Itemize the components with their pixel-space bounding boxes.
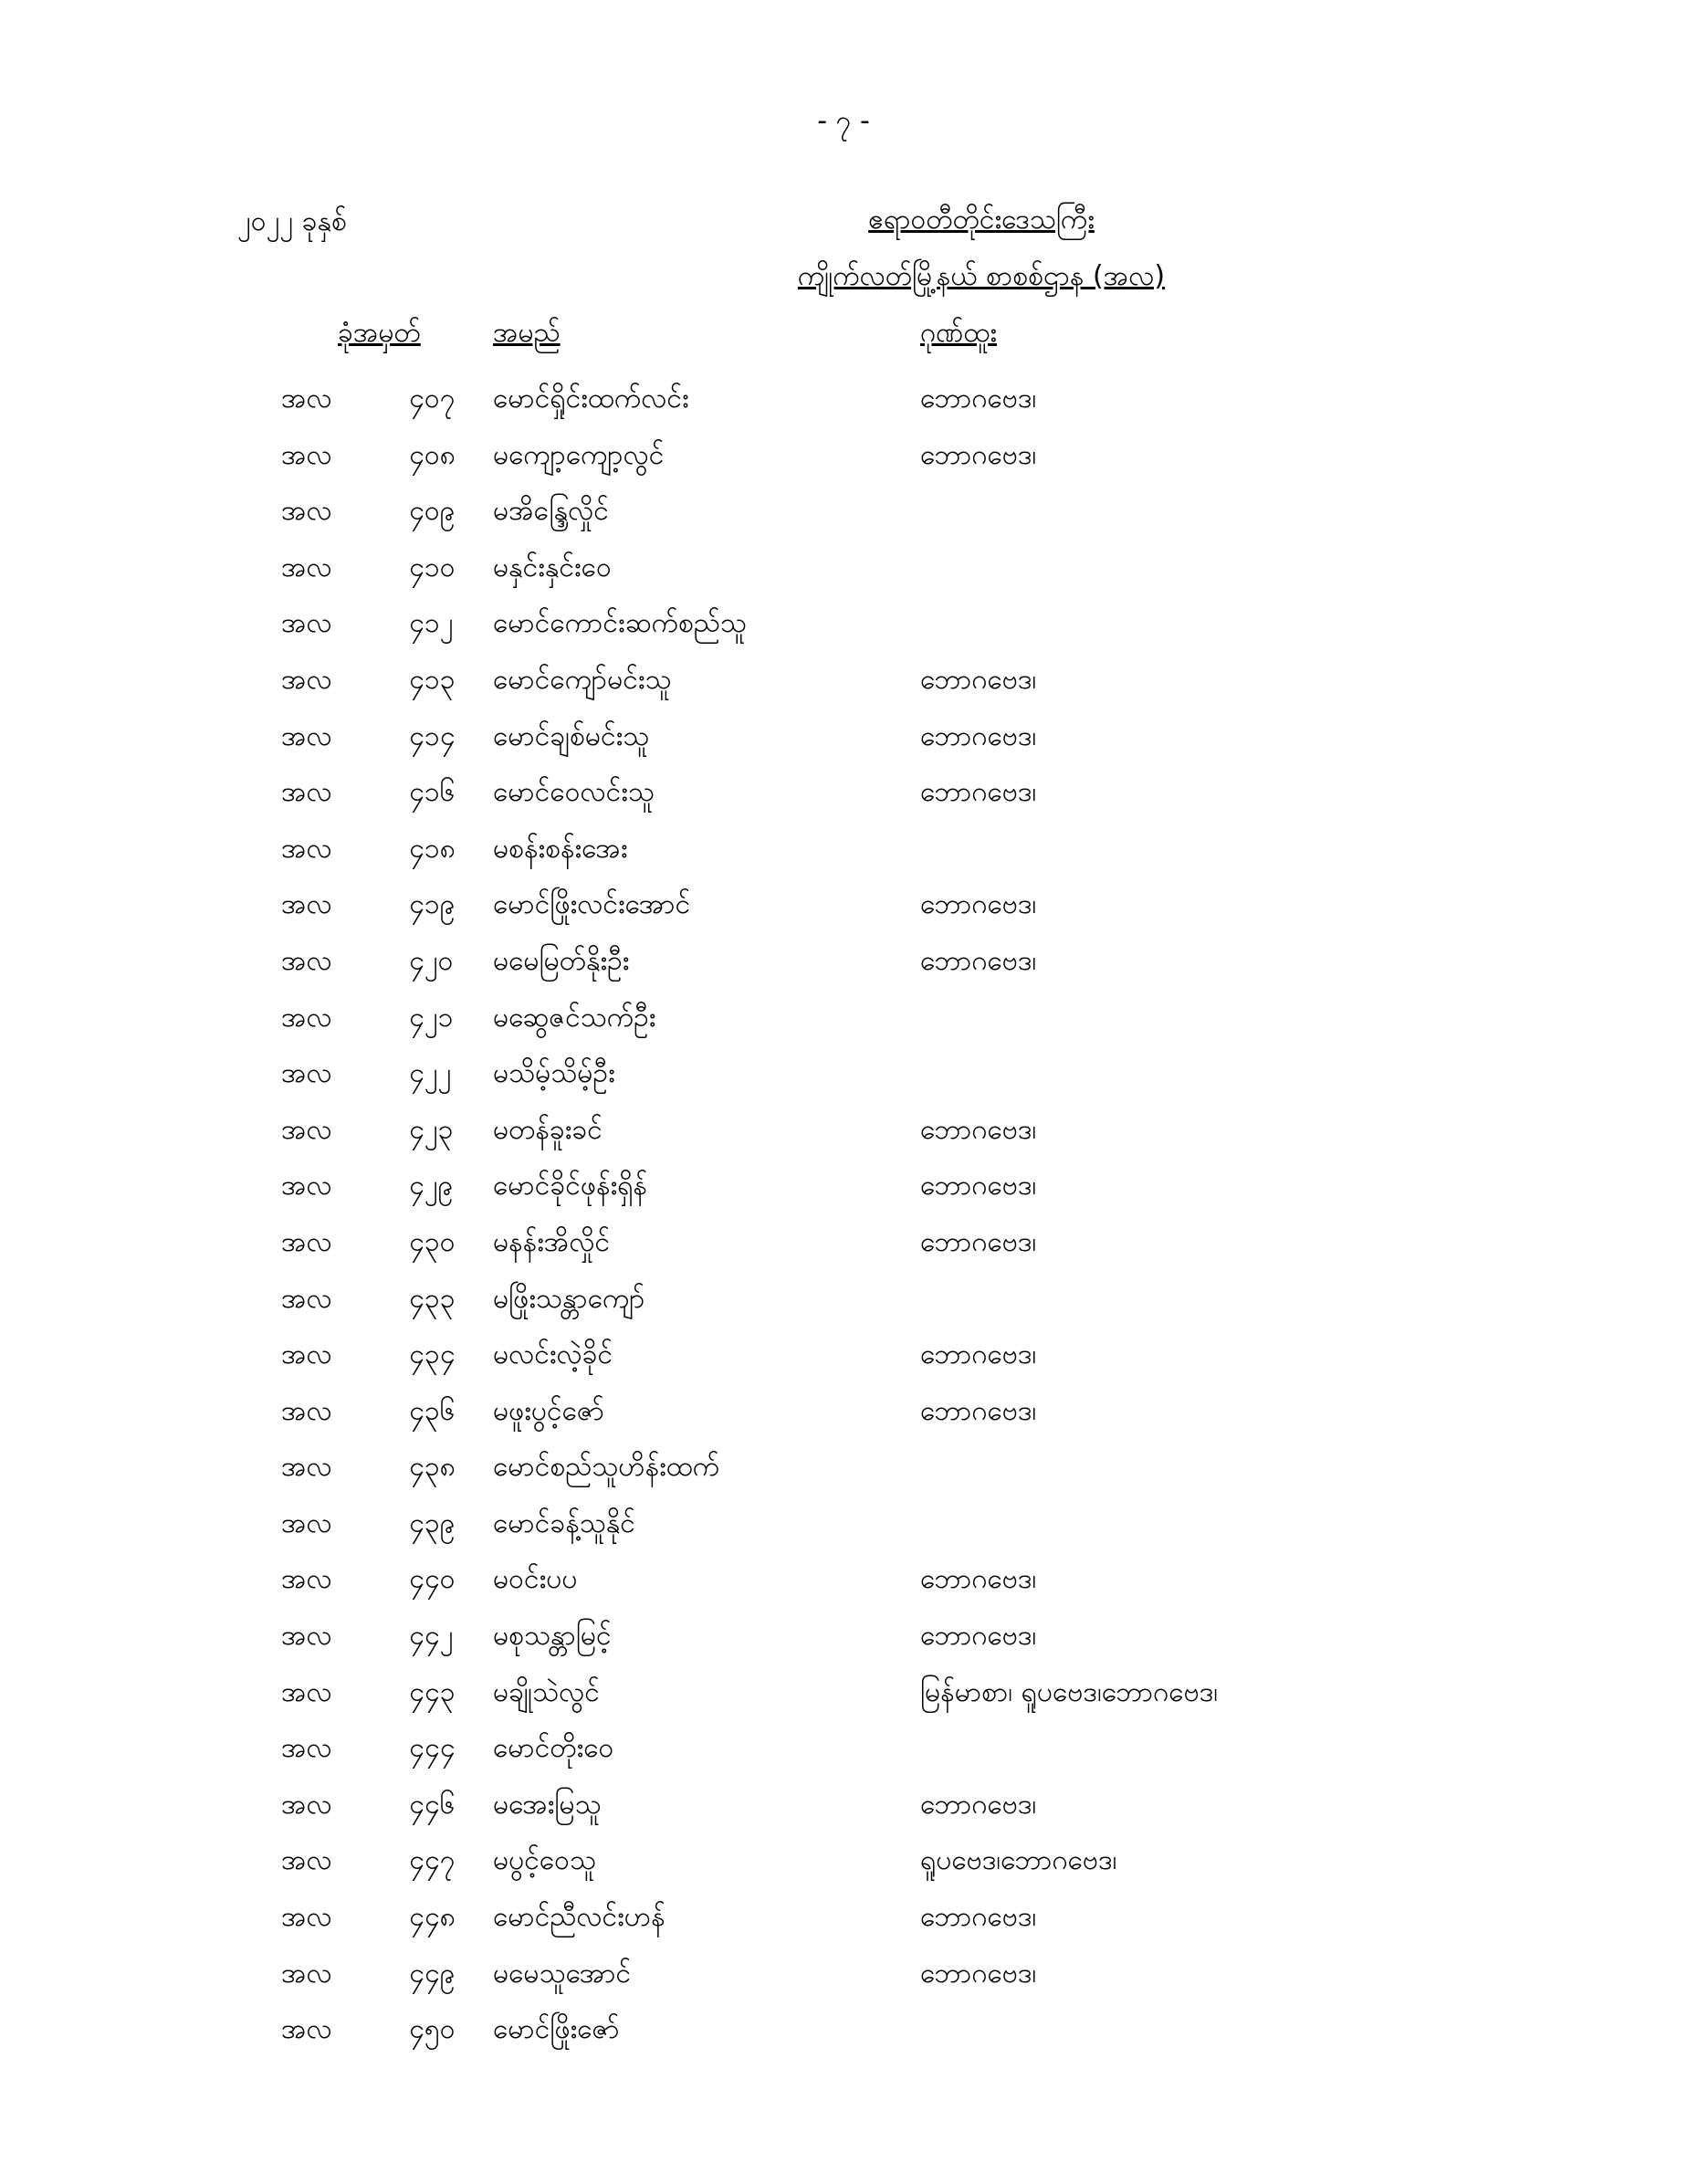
candidate-name: မမေသူအောင် [493,1957,632,1990]
candidate-name: မောင်ခိုင်ဖုန်းရှိန် [493,1170,647,1202]
list-item [0,1717,1687,1773]
list-item [0,1154,1687,1211]
distinction-subjects: ဘောဂဗေဒ၊ [920,1225,1037,1258]
roll-number: ၄၄၉ [409,1957,456,1990]
candidate-name: မောင်စည်သူဟိန်းထက် [493,1451,720,1484]
roll-prefix: အလ [281,1788,332,1821]
roll-prefix: အလ [281,1001,332,1034]
distinction-subjects: ဘောဂဗေဒ၊ [920,663,1037,696]
roll-prefix: အလ [281,1225,332,1258]
list-item [0,1042,1687,1098]
roll-number: ၄၄၇ [409,1844,456,1877]
distinction-subjects: ဘောဂဗေဒ၊ [920,1788,1037,1821]
candidate-name: မတန်ခူးခင် [493,1113,602,1146]
roll-number: ၄၂၃ [409,1113,454,1146]
distinction-subjects: ဘောဂဗေဒ၊ [920,1563,1037,1596]
roll-prefix: အလ [281,383,332,415]
roll-prefix: အလ [281,1113,332,1146]
candidate-name: မောင်ဖြိုးဇော် [493,2013,620,2046]
roll-prefix: အလ [281,607,332,640]
candidate-name: မောင်ညီလင်းဟန် [493,1901,665,1934]
list-item [0,1942,1687,1999]
list-item [0,648,1687,705]
distinction-subjects: ဘောဂဗေဒ၊ [920,1339,1037,1371]
candidate-name: မနန်းအိလှိုင် [493,1225,611,1258]
roll-prefix: အလ [281,1057,332,1090]
roll-number: ၄၃၀ [409,1225,456,1258]
candidate-name: မစုသန္တာမြင့် [493,1620,612,1653]
list-item [0,873,1687,929]
roll-number: ၄၀၉ [409,495,456,528]
list-item [0,592,1687,648]
page-title: ဧရာဝတီတိုင်းဒေသကြီး [868,204,1095,236]
header-distinction: ဂုဏ်ထူး [920,317,997,349]
roll-number: ၄၂၉ [409,1170,454,1202]
list-item [0,1267,1687,1324]
roll-prefix: အလ [281,1732,332,1765]
results-list [0,367,1687,2054]
list-item [0,479,1687,536]
list-item [0,1211,1687,1267]
candidate-name: မလင်းလဲ့ခိုင် [493,1339,613,1371]
distinction-subjects: မြန်မာစာ၊ ရူပဗေဒ၊ဘောဂဗေဒ၊ [920,1675,1219,1708]
candidate-name: မောင်ကျော်မင်းသူ [493,663,672,696]
list-item [0,705,1687,761]
roll-prefix: အလ [281,1451,332,1484]
roll-prefix: အလ [281,438,332,471]
candidate-name: မောင်ခန့်သူနိုင် [493,1507,635,1539]
list-item [0,424,1687,480]
distinction-subjects: ဘောဂဗေဒ၊ [920,1113,1037,1146]
distinction-subjects: ဘောဂဗေဒ၊ [920,776,1037,809]
page-number: - ၇ - [817,105,870,137]
roll-prefix: အလ [281,1170,332,1202]
distinction-subjects: ဘောဂဗေဒ၊ [920,438,1037,471]
page-subtitle: ကျိုက်လတ်မြို့နယ် စာစစ်ဌာန (အလ) [797,260,1166,292]
candidate-name: မမေမြတ်နိုးဦး [493,944,630,977]
roll-number: ၄၄၀ [409,1563,456,1596]
roll-prefix: အလ [281,1675,332,1708]
roll-number: ၄၅၀ [409,2013,456,2046]
roll-prefix: အလ [281,2013,332,2046]
candidate-name: မနှင်းနှင်းဝေ [493,551,612,583]
distinction-subjects: ဘောဂဗေဒ၊ [920,888,1037,921]
candidate-name: မသိမ့်သိမ့်ဦး [493,1057,615,1090]
roll-prefix: အလ [281,1339,332,1371]
roll-number: ၄၄၆ [409,1788,456,1821]
candidate-name: မစန်းစန်းအေး [493,832,628,865]
header-roll-number: ခုံအမှတ် [338,317,421,349]
list-item [0,1323,1687,1380]
list-item [0,1492,1687,1549]
distinction-subjects: ဘောဂဗေဒ၊ [920,944,1037,977]
roll-number: ၄၁၄ [409,719,456,752]
list-item [0,1380,1687,1436]
list-item [0,536,1687,593]
roll-number: ၄၁၉ [409,888,456,921]
roll-prefix: အလ [281,944,332,977]
roll-number: ၄၂၁ [409,1001,454,1034]
roll-prefix: အလ [281,1563,332,1596]
list-item [0,929,1687,986]
list-item [0,367,1687,424]
roll-number: ၄၁၀ [409,551,456,583]
candidate-name: မပွင့်ဝေသူ [493,1844,597,1877]
roll-number: ၄၁၂ [409,607,454,640]
roll-number: ၄၁၈ [409,832,456,865]
candidate-name: မောင်ဖြိုးလင်းအောင် [493,888,691,921]
candidate-name: မဝင်းပပ [493,1563,578,1596]
roll-number: ၄၃၃ [409,1282,456,1315]
roll-prefix: အလ [281,1901,332,1934]
list-item [0,761,1687,817]
roll-prefix: အလ [281,1394,332,1427]
roll-number: ၄၃၆ [409,1394,456,1427]
roll-prefix: အလ [281,1844,332,1877]
distinction-subjects: ဘောဂဗေဒ၊ [920,1901,1037,1934]
candidate-name: မအေးမြသူ [493,1788,602,1821]
list-item [0,986,1687,1043]
list-item [0,1885,1687,1942]
roll-prefix: အလ [281,1957,332,1990]
roll-number: ၄၁၃ [409,663,456,696]
roll-number: ၄၄၃ [409,1675,456,1708]
roll-number: ၄၀၇ [409,383,456,415]
distinction-subjects: ရူပဗေဒ၊ဘောဂဗေဒ၊ [920,1844,1117,1877]
list-item [0,817,1687,874]
candidate-name: မောင်တိုးဝေ [493,1732,614,1765]
list-item [0,1548,1687,1604]
list-item [0,1435,1687,1492]
roll-prefix: အလ [281,495,332,528]
list-item [0,1829,1687,1885]
candidate-name: မဖူးပွင့်ဇော် [493,1394,605,1427]
roll-number: ၄၄၂ [409,1620,454,1653]
candidate-name: မောင်ချစ်မင်းသူ [493,719,650,752]
roll-prefix: အလ [281,776,332,809]
roll-number: ၄၀၈ [409,438,456,471]
distinction-subjects: ဘောဂဗေဒ၊ [920,1394,1037,1427]
roll-prefix: အလ [281,1620,332,1653]
candidate-name: မဖြိုးသန္တာကျော် [493,1282,645,1315]
candidate-name: မောင်ကောင်းဆက်စည်သူ [493,607,747,640]
roll-prefix: အလ [281,719,332,752]
list-item [0,1661,1687,1717]
roll-number: ၄၂၀ [409,944,454,977]
roll-number: ၄၄၈ [409,1901,456,1934]
candidate-name: မောင်ဝေလင်းသူ [493,776,655,809]
roll-prefix: အလ [281,1282,332,1315]
roll-prefix: အလ [281,888,332,921]
candidate-name: မကျော့ကျော့လွင် [493,438,665,471]
candidate-name: မောင်ရှိုင်းထက်လင်း [493,383,689,415]
roll-number: ၄၄၄ [409,1732,456,1765]
list-item [0,1604,1687,1661]
roll-prefix: အလ [281,551,332,583]
list-item [0,1773,1687,1830]
list-item [0,1098,1687,1155]
roll-number: ၄၂၂ [409,1057,452,1090]
roll-prefix: အလ [281,832,332,865]
year-label: ၂၀၂၂ ခုနှစ် [237,205,347,237]
roll-prefix: အလ [281,663,332,696]
roll-number: ၄၃၄ [409,1339,456,1371]
candidate-name: မအိန္ဒြေလှိုင် [493,495,609,528]
distinction-subjects: ဘောဂဗေဒ၊ [920,383,1037,415]
candidate-name: မချိုသဲလွင် [493,1675,600,1708]
distinction-subjects: ဘောဂဗေဒ၊ [920,719,1037,752]
candidate-name: မဆွေဇင်သက်ဦး [493,1001,656,1034]
roll-number: ၄၃၉ [409,1507,456,1539]
roll-number: ၄၁၆ [409,776,456,809]
distinction-subjects: ဘောဂဗေဒ၊ [920,1170,1037,1202]
distinction-subjects: ဘောဂဗေဒ၊ [920,1620,1037,1653]
roll-number: ၄၃၈ [409,1451,456,1484]
header-name: အမည် [493,317,561,349]
distinction-subjects: ဘောဂဗေဒ၊ [920,1957,1037,1990]
roll-prefix: အလ [281,1507,332,1539]
list-item [0,1998,1687,2054]
